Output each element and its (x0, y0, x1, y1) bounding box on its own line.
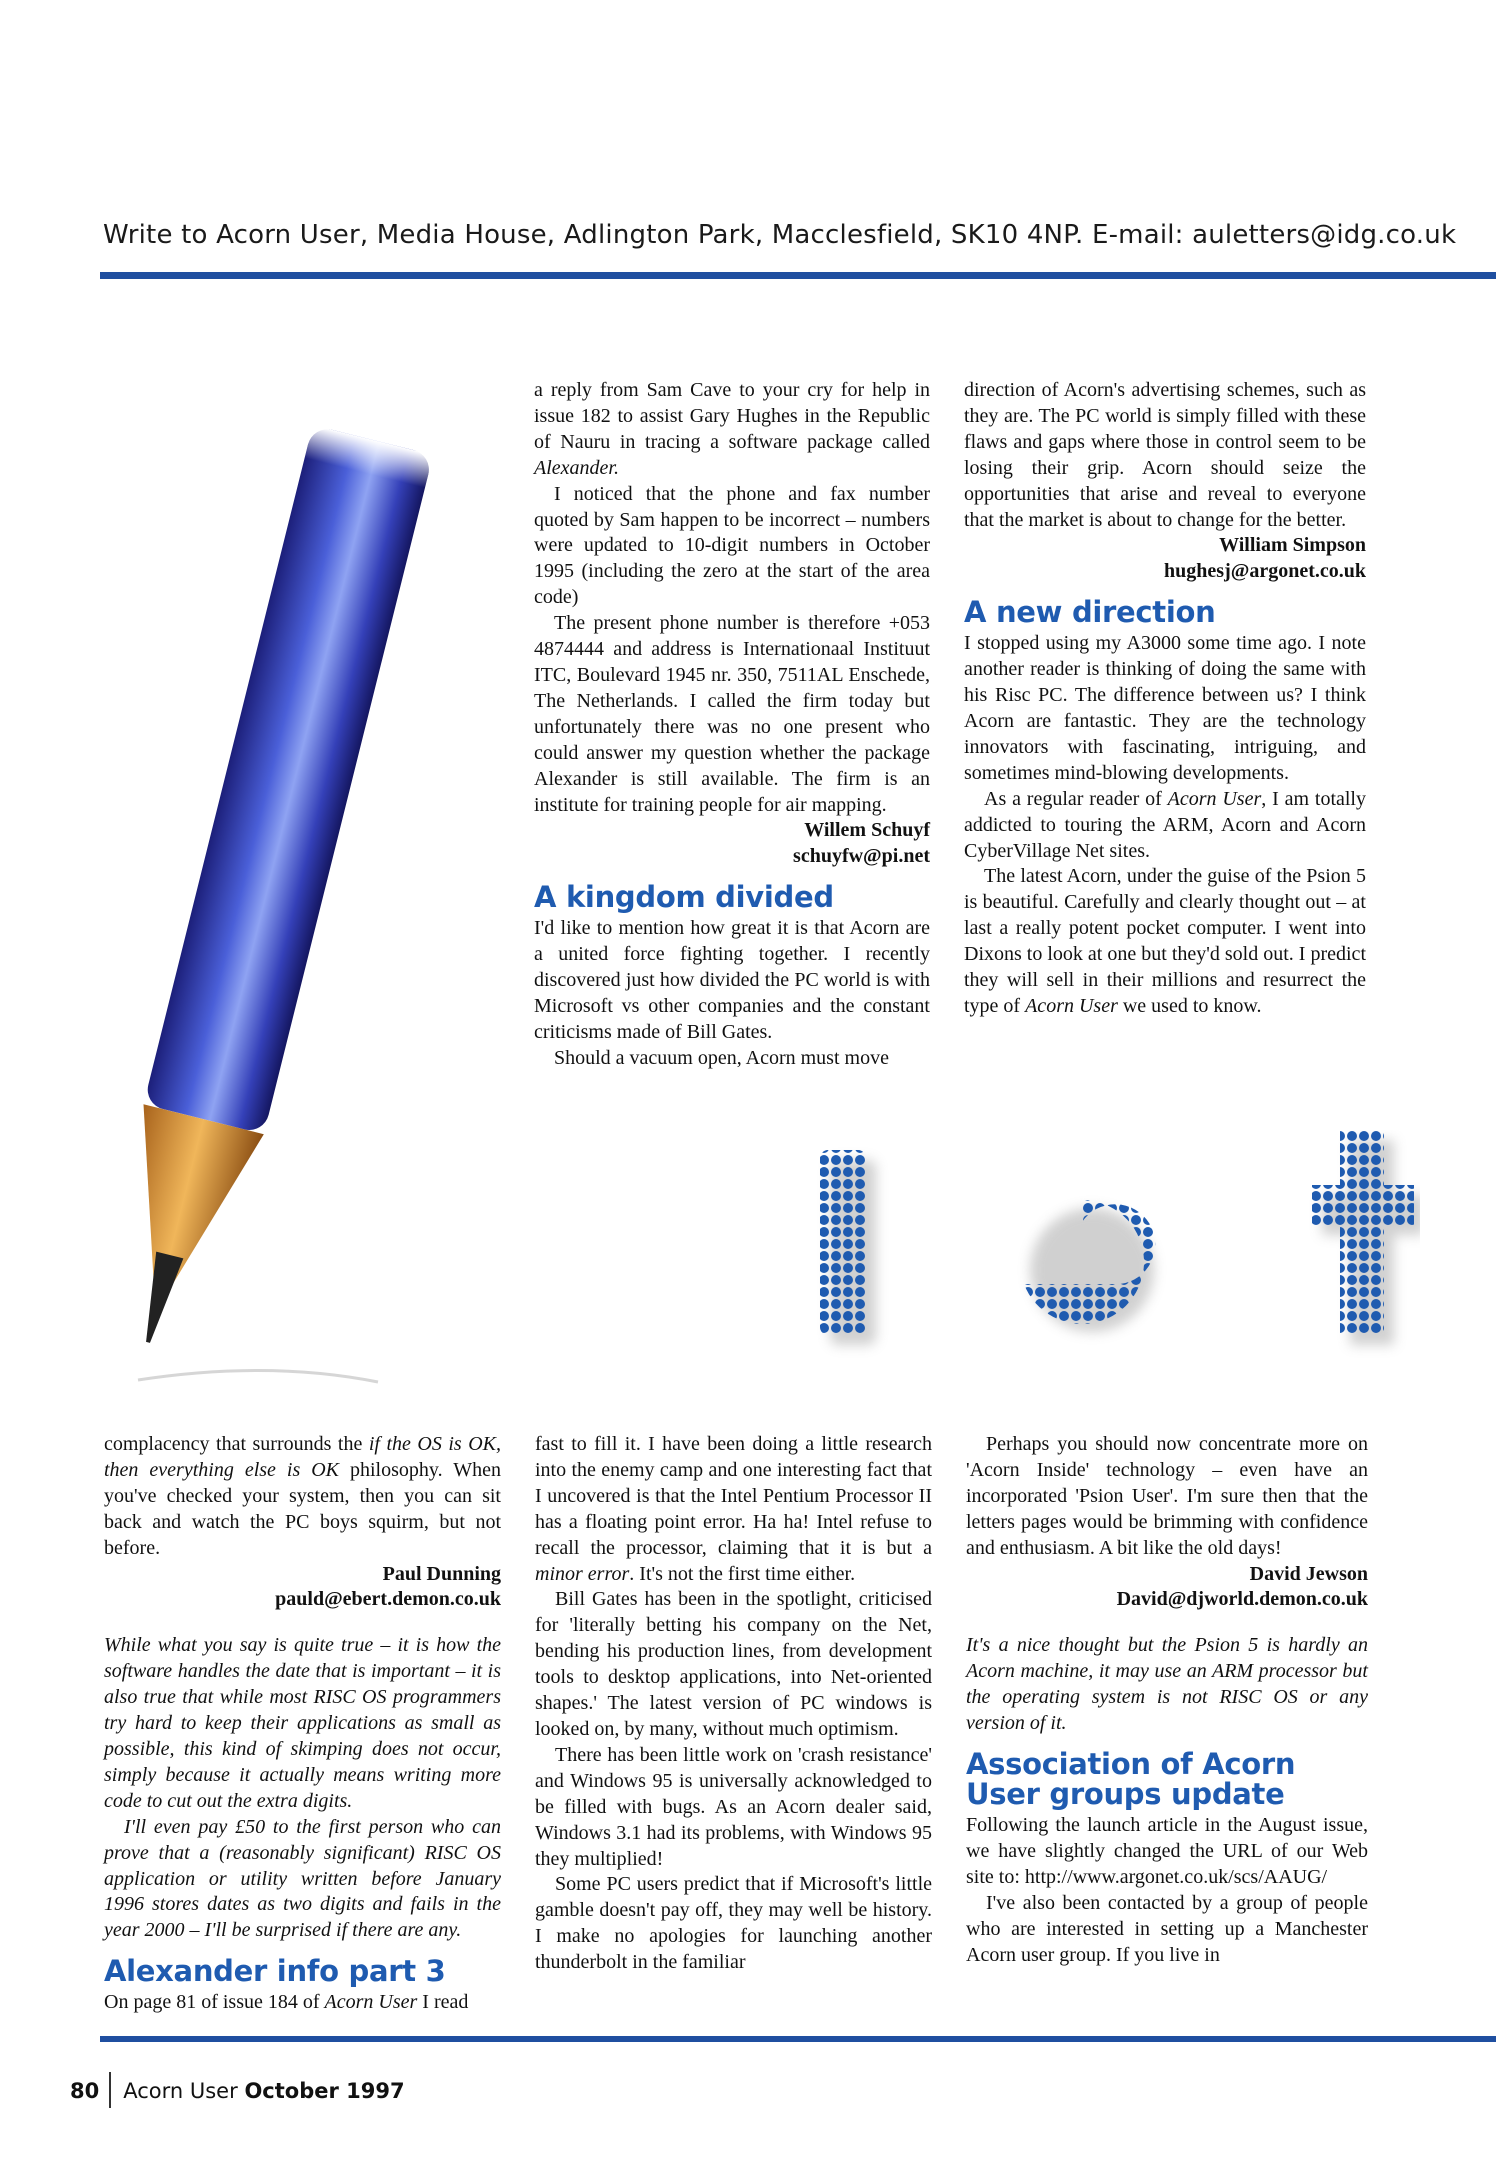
letters-address-header: Write to Acorn User, Media House, Adlington Park, Macclesfield, SK10 4NP. E-mail: auletters@idg.co.uk (103, 220, 1457, 250)
c3-para-1: complacency that surrounds the if the OS is OK, then everything else is OK philosophy. When you've checked your system, then you can sit back and watch the PC boys squirm, but not before. (104, 1433, 501, 1559)
header-rule (100, 272, 1496, 279)
let-dotted-graphic (770, 1130, 1420, 1360)
editor-reply-1: While what you say is quite true – it is how the software handles the date that is important – it is also true that while most RISC OS programmers try hard to keep their applications as small as possible, this kind of skimping does not occur, simply because it actually means writing more code to cut out the extra digits. (104, 1634, 501, 1812)
magazine-name: Acorn User (123, 2079, 238, 2103)
column-2 (964, 378, 1366, 1020)
column-5 (966, 1432, 1368, 1968)
c5-para-3: I've also been contacted by a group of people who are interested in setting up a Manchester Acorn user group. If you live in (966, 1891, 1368, 1966)
editor-reply-2: I'll even pay £50 to the first person who can prove that a (reasonably significant) RISC OS application or utility written before January 1996 stores dates as two digits and fails in the year 2000 – I'll be surprised if there are any. (104, 1815, 501, 1942)
c1-para-4: I'd like to mention how great it is that Acorn are a united force fighting together. I recently discovered just how divided the PC world is with Microsoft vs other companies and the constant criticisms made of Bill Gates. (534, 917, 930, 1043)
c2-para-1: direction of Acorn's advertising schemes, such as they are. The PC world is simply filled with these flaws and gaps where those in control seem to be losing their grip. Acorn should seize the opportunities that arise and reveal to everyone that the market is about to change for the better. (964, 379, 1366, 531)
signature-name: William Simpson (1219, 534, 1366, 557)
signature-name: Paul Dunning (382, 1562, 501, 1585)
c5-para-1: Perhaps you should now concentrate more on 'Acorn Inside' technology – even have an incorporated 'Psion User'. I'm sure then that the letters pages would be brimming with confidence and enthusiasm. A bit like the old days! (966, 1433, 1368, 1559)
c3-para-2: On page 81 of issue 184 of Acorn User I read (104, 1991, 469, 2014)
issue-date: October 1997 (244, 2079, 405, 2103)
c4-para-4: Some PC users predict that if Microsoft's little gamble doesn't pay off, they may well be history. I make no apologies for launching another thunderbolt in the familiar (535, 1873, 932, 1974)
column-1 (534, 378, 930, 1072)
signature-email: schuyfw@pi.net (793, 845, 930, 868)
c4-para-3: There has been little work on 'crash resistance' and Windows 95 is universally acknowledged to be filled with bugs. As an Acorn dealer said, Windows 3.1 had its problems, with Windows 95 they multiplied! (535, 1743, 932, 1870)
c4-para-2: Bill Gates has been in the spotlight, criticised for 'literally betting his company on the Net, bending his production lines, from development tools to desktop applications, into Net-oriented shapes.' The latest version of PC windows is looked on, by many, without much optimism. (535, 1588, 932, 1740)
c2-para-4: The latest Acorn, under the guise of the Psion 5 is beautiful. Carefully and clearly thought out – at last a really potent pocket computer. I went into Dixons to look at one but they'd sold out. I predict they will sell in their millions and resurrect the type of Acorn User we used to know. (964, 865, 1366, 1017)
signature-email: hughesj@argonet.co.uk (1164, 560, 1366, 583)
c2-para-3: As a regular reader of Acorn User, I am totally addicted to touring the ARM, Acorn and Acorn CyberVillage Net sites. (964, 787, 1366, 862)
c1-para-5: Should a vacuum open, Acorn must move (554, 1046, 889, 1069)
heading-association-update: Association of Acorn User groups update (966, 1746, 1296, 1811)
c5-para-2: Following the launch article in the August issue, we have slightly changed the URL of our Web site to: http://www.argonet.co.uk/scs/AAUG/ (966, 1813, 1368, 1888)
signature-name: David Jewson (1249, 1562, 1368, 1585)
signature-email: David@djworld.demon.co.uk (1116, 1588, 1368, 1611)
footer-separator (109, 2072, 111, 2108)
c1-para-3: The present phone number is therefore +053 4874444 and address is Internationaal Instituut ITC, Boulevard 1945 nr. 350, 7511AL Enschede, The Netherlands. I called the firm today but unfortunately there was no one present who could answer my question whether the package Alexander is still available. The firm is an institute for training people for air mapping. (534, 612, 930, 816)
footer-rule (100, 2036, 1496, 2042)
pencil-illustration (118, 380, 538, 1400)
editor-reply: It's a nice thought but the Psion 5 is hardly an Acorn machine, it may use an ARM processor but the operating system is not RISC OS or any version of it. (966, 1634, 1368, 1735)
c4-para-1: fast to fill it. I have been doing a little research into the enemy camp and one interesting fact that I uncovered is that the Intel Pentium Processor II has a floating point error. Ha ha! Intel refuse to recall the processor, claiming that it is but a minor error. It's not the first time either. (535, 1433, 932, 1585)
signature-email: pauld@ebert.demon.co.uk (275, 1588, 501, 1611)
c1-para-1: a reply from Sam Cave to your cry for help in issue 182 to assist Gary Hughes in the Republic of Nauru in tracing a software package called Alexander. (534, 379, 930, 479)
c1-para-2: I noticed that the phone and fax number quoted by Sam happen to be incorrect – numbers were updated to 10-digit numbers in October 1995 (including the zero at the start of the area code) (534, 482, 930, 609)
page-number: 80 (70, 2079, 100, 2103)
column-3 (104, 1432, 501, 2016)
heading-kingdom-divided: A kingdom divided (534, 880, 834, 915)
c2-para-2: I stopped using my A3000 some time ago. I note another reader is thinking of doing the same with his Risc PC. The difference between us? I think Acorn are fantastic. They are the technology innovators with fascinating, intriguing, and sometimes mind-blowing developments. (964, 632, 1366, 784)
column-4 (535, 1432, 932, 1976)
heading-new-direction: A new direction (964, 595, 1216, 630)
page-footer (70, 2072, 405, 2108)
signature-name: Willem Schuyf (804, 819, 930, 842)
heading-alexander-info: Alexander info part 3 (104, 1954, 446, 1989)
